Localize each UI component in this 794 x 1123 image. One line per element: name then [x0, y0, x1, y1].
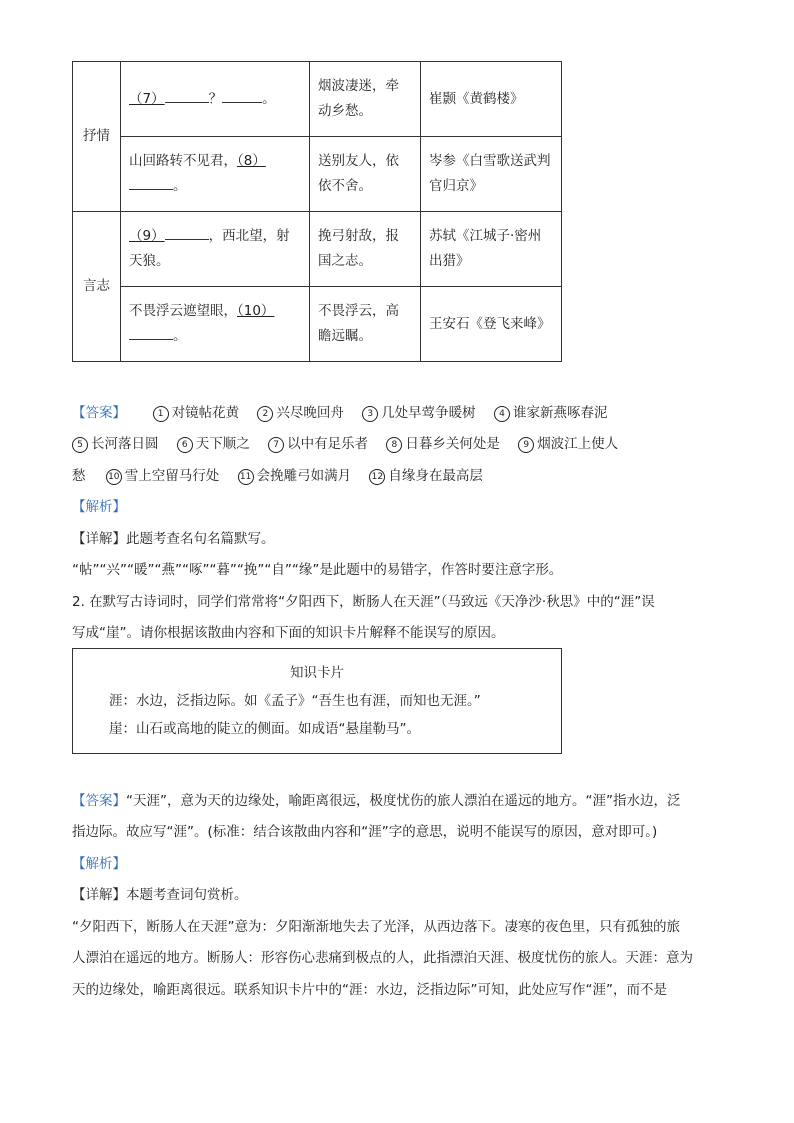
poem-table [72, 61, 562, 362]
table-row-8-source: 岑参《白雪歌送武判官归京》 [421, 137, 562, 212]
explanation-line-3: 天的边缘处，喻距离很远。联系知识卡片中的“涯：水边，泛指边际”可知，此处应写作“涯”，而不是 [72, 982, 667, 998]
knowledge-card-line-1: 涯：水边，泛指边际。如《孟子》“吾生也有涯，而知也无涯。” [109, 693, 481, 709]
answer-item: 10 雪上空留马行处 [106, 461, 220, 492]
category-lyric: 抒情 [73, 62, 121, 212]
table-row-9-line: （9） ，西北望，射天狼。 [121, 212, 310, 287]
detail-1: 【详解】此题考查名句名篇默写。 [72, 531, 275, 547]
answer-1-row-3: 愁 10 雪上空留马行处 11 会挽雕弓如满月 12 自缘身在最高层 [72, 461, 724, 492]
note-1: “帖”“兴”“暖”“燕”“啄”“暮”“挽”“自”“缘”是此题中的易错字，作答时要注意字形。 [72, 562, 563, 578]
table-row-7-source: 崔颢《黄鹤楼》 [421, 62, 562, 137]
question-2-line-2: 写成“崖”。请你根据该散曲内容和下面的知识卡片解释不能误写的原因。 [72, 625, 505, 641]
table-row-10-line: 不畏浮云遮望眼，（10） 。 [121, 287, 310, 362]
table-row-8-mood: 送别友人，依依不舍。 [310, 137, 421, 212]
answer-item: 6 天下顺之 [177, 429, 250, 460]
answer-label: 【答案】 [72, 405, 126, 421]
table-row-8-line: 山回路转不见君，（8） 。 [121, 137, 310, 212]
analysis-label-2: 【解析】 [72, 856, 126, 872]
answer-2-line-1: 【答案】“天涯”，意为天的边缘处，喻距离很远，极度忧伤的旅人漂泊在遥远的地方。“涯”指水边，泛 [72, 793, 681, 809]
explanation-line-2: 人漂泊在遥远的地方。断肠人：形容伤心悲痛到极点的人，此指漂泊天涯、极度忧伤的旅人。天涯：意为 [72, 950, 693, 966]
answer-item: 7 以中有足乐者 [268, 429, 368, 460]
category-ambition: 言志 [73, 212, 121, 362]
answer-1-row-2 [72, 429, 724, 460]
question-2-line-1: 2. 在默写古诗词时，同学们常常将“夕阳西下，断肠人在天涯”（马致远《天净沙·秋思》中的“涯”误 [72, 594, 655, 610]
knowledge-card-line-2: 崖：山石或高地的陡立的侧面。如成语“悬崖勒马”。 [109, 721, 420, 737]
explanation-line-1: “夕阳西下，断肠人在天涯”意为：夕阳渐渐地失去了光泽，从西边落下。凄寒的夜色里，只有孤独的旅 [72, 919, 680, 935]
detail-2: 【详解】本题考查词句赏析。 [72, 887, 248, 903]
answer-item: 9 烟波江上使人 [518, 429, 618, 460]
analysis-label-1: 【解析】 [72, 499, 126, 515]
table-row-7-mood: 烟波凄迷，牵动乡愁。 [310, 62, 421, 137]
answer-item: 12 自缘身在最高层 [369, 461, 483, 492]
answer-item: 3 几处早莺争暖树 [362, 398, 476, 429]
table-row-9-source: 苏轼《江城子·密州出猎》 [421, 212, 562, 287]
table-row-7-line: （7） ？ 。 [121, 62, 310, 137]
answer-item: 5 长河落日圆 [72, 429, 159, 460]
answer-1-row-1 [72, 398, 724, 429]
answer-item: 4 谁家新燕啄春泥 [494, 398, 608, 429]
knowledge-card-title: 知识卡片 [290, 665, 344, 681]
knowledge-card [72, 648, 562, 754]
table-row-10-mood: 不畏浮云，高瞻远瞩。 [310, 287, 421, 362]
answer-item: 1 对镜帖花黄 [153, 398, 240, 429]
answer-item: 11 会挽雕弓如满月 [238, 461, 352, 492]
answer-2-line-2: 指边际。故应写“涯”。(标准：结合该散曲内容和“涯”字的意思，说明不能误写的原因，意对即可。) [72, 824, 658, 840]
answer-item: 2 兴尽晚回舟 [257, 398, 344, 429]
table-row-9-mood: 挽弓射敌，报国之志。 [310, 212, 421, 287]
answer-item: 8 日暮乡关何处是 [386, 429, 500, 460]
table-row-10-source: 王安石《登飞来峰》 [421, 287, 562, 362]
